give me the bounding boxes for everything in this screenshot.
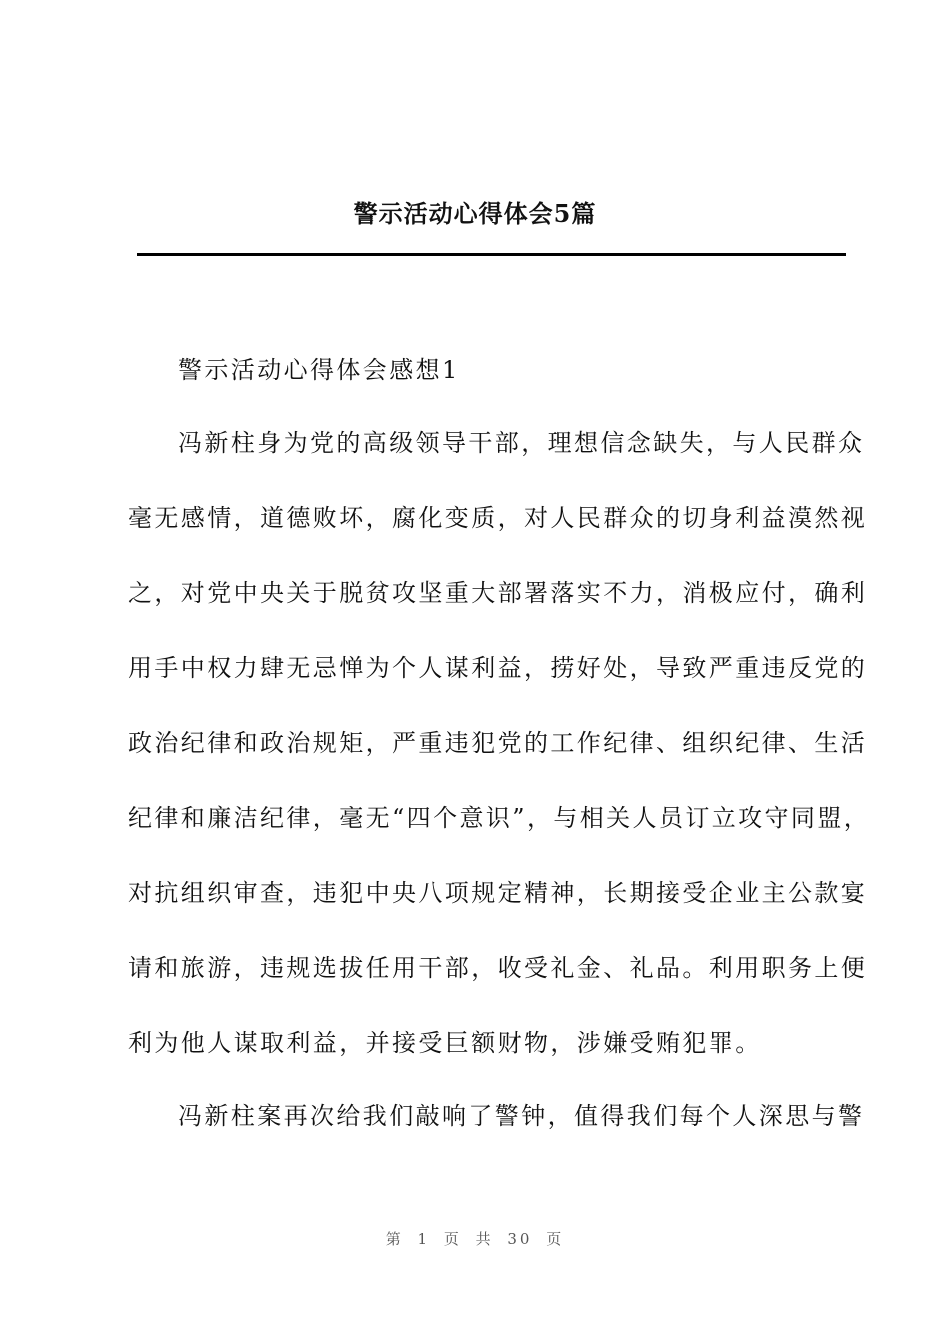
paragraph-line: 冯新柱案再次给我们敲响了警钟，值得我们每个人深思与警 [178, 1102, 865, 1130]
paragraph-line: 政治纪律和政治规矩，严重违犯党的工作纪律、组织纪律、生活 [128, 729, 868, 757]
paragraph-line: 冯新柱身为党的高级领导干部，理想信念缺失，与人民群众 [178, 429, 865, 457]
paragraph-line: 用手中权力肆无忌惮为个人谋利益，捞好处，导致严重违反党的 [128, 654, 868, 682]
paragraph-line: 对抗组织审查，违犯中央八项规定精神，长期接受企业主公款宴 [128, 879, 868, 907]
paragraph-line: 纪律和廉洁纪律，毫无“四个意识”，与相关人员订立攻守同盟， [128, 804, 871, 832]
paragraph-line: 毫无感情，道德败坏，腐化变质，对人民群众的切身利益漠然视 [128, 504, 868, 532]
title-divider [137, 253, 846, 256]
page-number-footer: 第 1 页 共 30 页 [385, 1230, 565, 1248]
paragraph-line: 之，对党中央关于脱贫攻坚重大部署落实不力，消极应付，确利 [128, 579, 868, 607]
document-title: 警示活动心得体会5篇 [353, 199, 597, 228]
section-heading: 警示活动心得体会感想1 [178, 356, 460, 384]
paragraph-line: 请和旅游，违规选拔任用干部，收受礼金、礼品。利用职务上便 [128, 954, 868, 982]
paragraph-line: 利为他人谋取利益，并接受巨额财物，涉嫌受贿犯罪。 [128, 1029, 762, 1057]
